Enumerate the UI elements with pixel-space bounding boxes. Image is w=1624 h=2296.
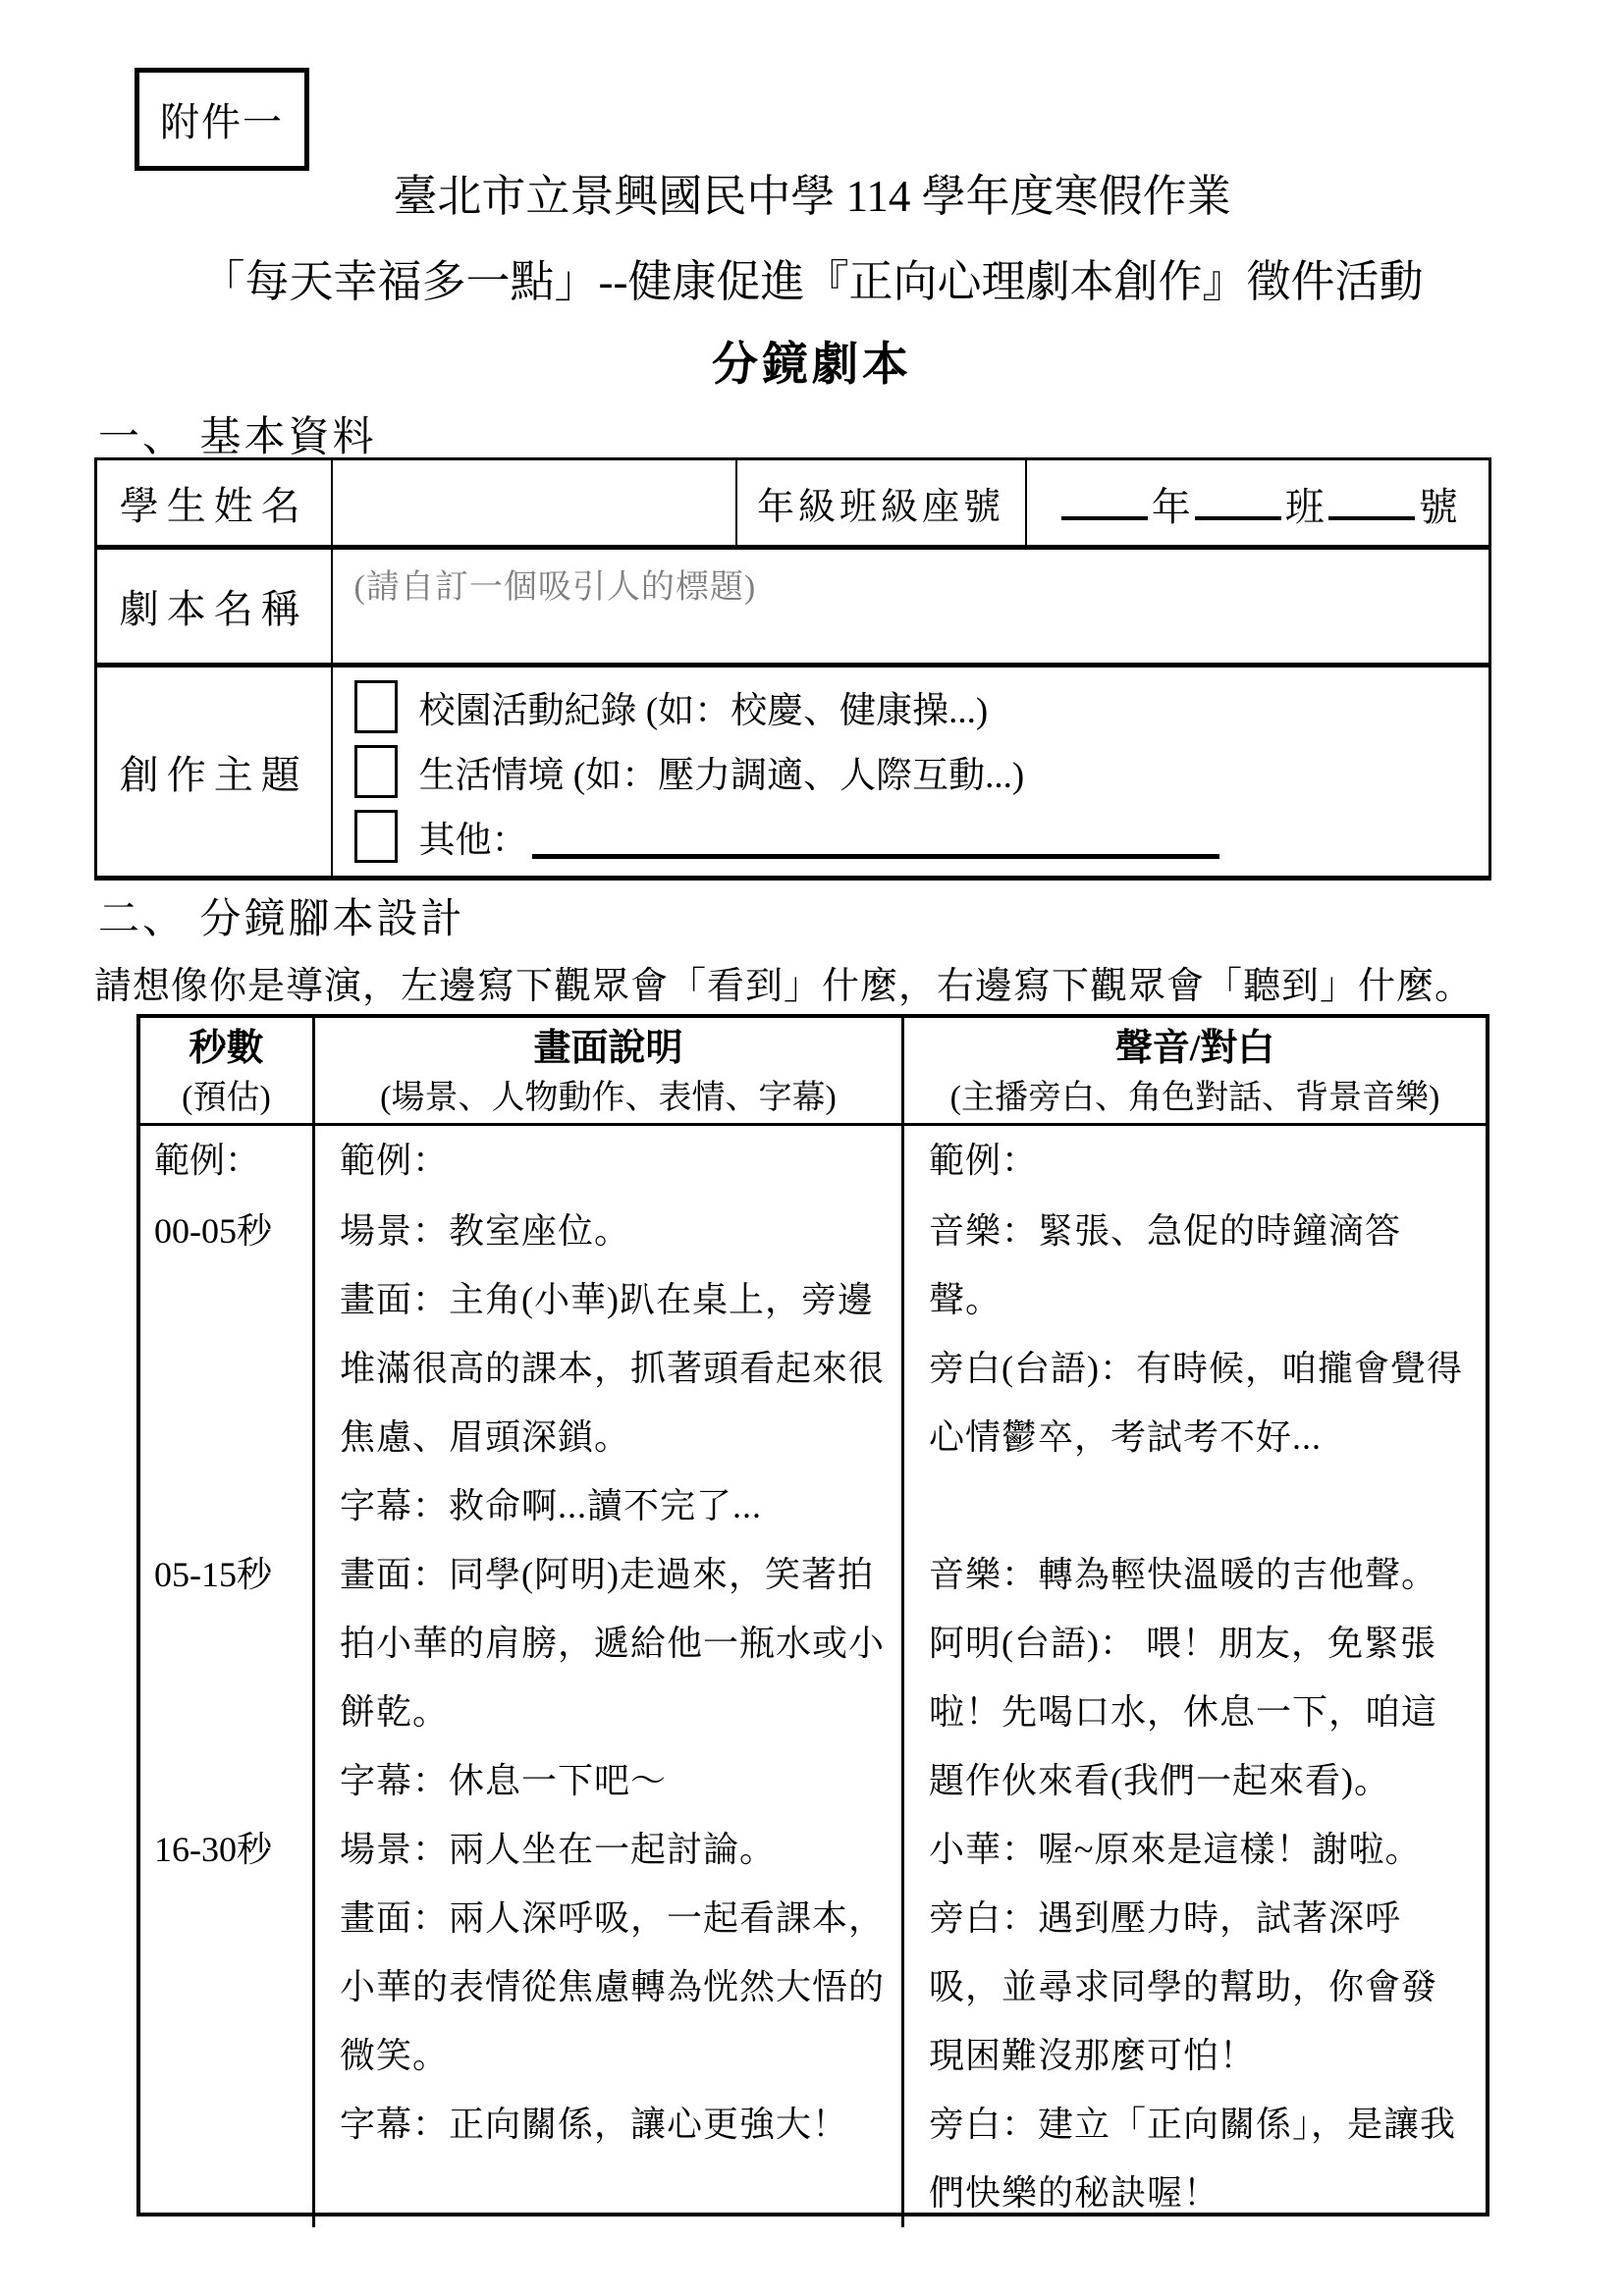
storyboard-body [140,1126,1486,2227]
theme-option-label: 校園活動紀錄 (如：校慶、健康操...) [418,691,989,731]
section-basic-info-heading: 一、 基本資料 [98,415,377,460]
visual-text: 字幕：休息一下吧～ [340,1761,668,1800]
document-subtitle: 「每天幸福多一點」--健康促進『正向心理劇本創作』徵件活動 [200,257,1424,306]
audio-text: 音樂：轉為輕快溫暖的吉他聲。 [929,1555,1438,1594]
audio-text: 旁白：遇到壓力時，試著深呼吸，並尋求同學的幫助，你會發現困難沒那麼可怕！ [929,1898,1438,2075]
header-audio-subtitle: (主播旁白、角色對話、背景音樂) [949,1080,1440,1116]
document-title: 臺北市立景興國民中學 114 學年度寒假作業 [393,172,1231,221]
class-unit: 班 [1284,485,1325,529]
attachment-label: 附件一 [160,100,284,144]
student-name-label: 學生姓名 [96,459,332,548]
visual-text: 畫面：兩人深呼吸，一起看課本，小華的表情從焦慮轉為恍然大悟的微笑。 [340,1898,886,2075]
visual-cell-3[interactable] [315,1815,901,2227]
time-range: 05-15秒 [154,1555,272,1594]
script-name-placeholder: (請自訂一個吸引人的標題) [353,569,757,606]
theme-option-other [354,811,1489,862]
theme-option-label: 生活情境 (如：壓力調適、人際互動...) [418,756,1025,796]
audio-text: 小華：喔~原來是這樣！謝啦。 [929,1830,1422,1869]
checkbox-life-situation[interactable] [354,745,398,798]
audio-column [904,1126,1486,2227]
year-unit: 年 [1151,485,1191,529]
time-range: 00-05秒 [154,1211,272,1251]
header-visual-subtitle: (場景、人物動作、表情、字幕) [380,1080,837,1116]
visual-text: 場景：兩人坐在一起討論。 [340,1830,777,1869]
theme-option-life [354,746,1489,797]
visual-text: 字幕：救命啊...讀不完了... [340,1486,763,1525]
checkbox-other[interactable] [354,810,398,863]
audio-text: 旁白：建立「正向關係」，是讓我們快樂的秘訣喔！ [929,2105,1457,2213]
audio-cell-1[interactable] [904,1197,1486,1540]
visual-text: 畫面：主角(小華)趴在桌上，旁邊堆滿很高的課本，抓著頭看起來很焦慮、眉頭深鎖。 [340,1280,886,1457]
table-row [96,666,1490,879]
header-time-column [140,1018,315,1123]
audio-text: 阿明(台語)： 喂！朋友，免緊張啦！先喝口水，休息一下，咱這題作伙來看(我們一起來看)。 [929,1624,1438,1800]
table-row [96,459,1490,548]
header-audio-column [904,1018,1486,1123]
grade-class-seat-fill-cell[interactable] [1026,459,1490,548]
time-column [140,1126,315,2227]
audio-cell-2[interactable] [904,1540,1486,1815]
visual-text: 字幕：正向關係，讓心更強大！ [340,2105,849,2144]
example-label: 範例： [929,1141,1039,1180]
visual-text: 場景：教室座位。 [340,1211,631,1251]
audio-cell-3[interactable] [904,1815,1486,2227]
header-time-title: 秒數 [189,1028,264,1069]
attachment-label-box [135,68,309,171]
storyboard-script-title: 分鏡劇本 [712,340,912,391]
visual-text: 畫面：同學(阿明)走過來，笑著拍拍小華的肩膀，遞給他一瓶水或小餅乾。 [340,1555,886,1732]
seat-blank-input[interactable] [1328,473,1415,520]
visual-cell-2[interactable] [315,1540,901,1815]
header-time-subtitle: (預估) [182,1080,271,1116]
script-name-input-cell[interactable] [332,548,1490,666]
basic-info-table [94,457,1491,881]
checkbox-campus-activity[interactable] [354,680,398,733]
storyboard-header-row [140,1018,1486,1126]
script-name-label: 劇本名稱 [96,548,332,666]
visual-column [315,1126,904,2227]
table-row [96,548,1490,666]
class-blank-input[interactable] [1195,473,1281,520]
audio-text: 旁白(台語)：有時候，咱攏會覺得心情鬱卒，考試考不好... [929,1349,1463,1457]
section-storyboard-heading: 二、 分鏡腳本設計 [98,897,465,942]
audio-text: 音樂：緊張、急促的時鐘滴答聲。 [929,1211,1402,1319]
creation-theme-label: 創作主題 [96,666,332,879]
year-blank-input[interactable] [1061,473,1148,520]
header-visual-column [315,1018,904,1123]
time-range: 16-30秒 [154,1830,272,1869]
visual-cell-1[interactable] [315,1197,901,1540]
other-blank-input[interactable] [532,815,1219,859]
grade-class-seat-label: 年級班級座號 [736,459,1026,548]
header-visual-title: 畫面說明 [533,1028,683,1069]
theme-option-label: 其他： [418,821,528,861]
storyboard-instruction: 請想像你是導演，左邊寫下觀眾會「看到」什麼，右邊寫下觀眾會「聽到」什麼。 [94,966,1474,1007]
example-label: 範例： [340,1141,450,1180]
theme-option-campus [354,681,1489,732]
header-audio-title: 聲音/對白 [1114,1028,1275,1069]
seat-unit: 號 [1418,485,1458,529]
student-name-input-cell[interactable] [332,459,736,548]
storyboard-table [136,1014,1489,2216]
creation-theme-options-cell [332,666,1490,879]
example-label: 範例： [154,1141,261,1180]
